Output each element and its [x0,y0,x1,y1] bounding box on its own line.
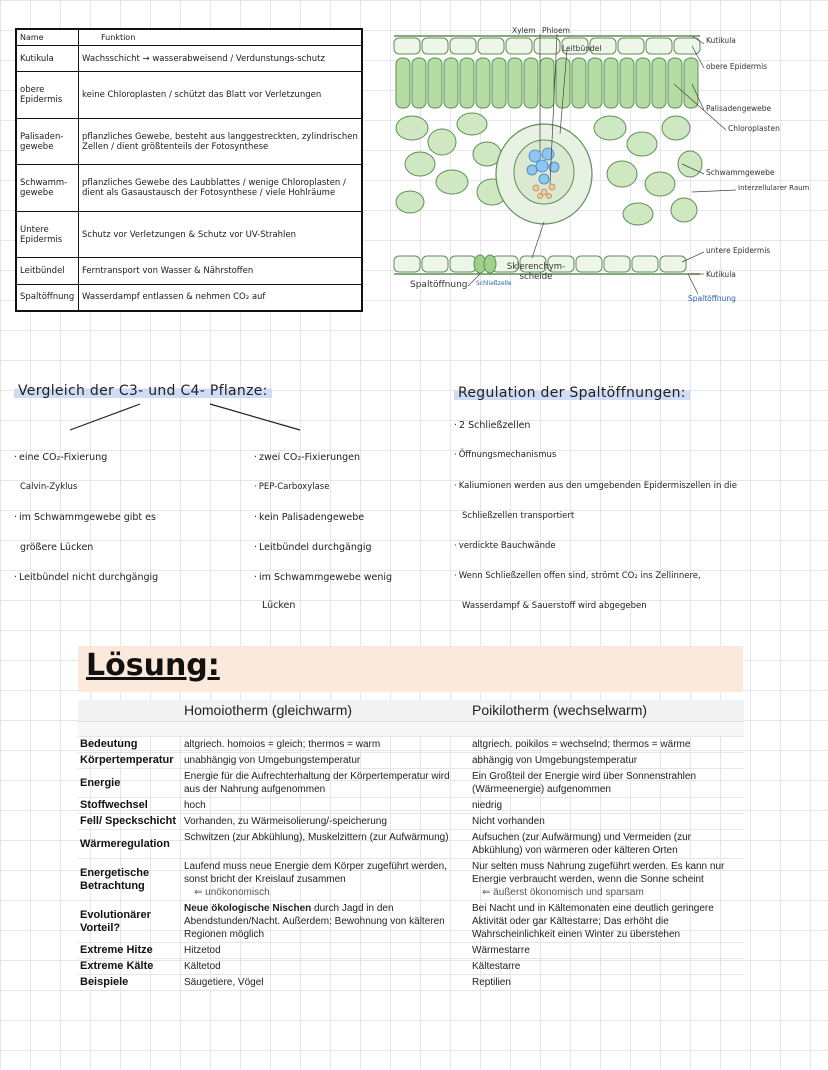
label-schwammgewebe: Schwammgewebe [706,168,775,177]
c3-item: Calvin-Zyklus [20,482,78,492]
table-row [17,258,362,284]
label-phloem: Phloem [542,26,570,35]
label-spaltoeffnung-left: Spaltöffnung [410,280,468,290]
cell-a: Hitzetod [182,943,470,959]
table-row [78,830,744,859]
label-schliesszelle: Schließzelle [476,280,512,287]
cell-b: abhängig von Umgebungstemperatur [470,753,744,769]
cell-b: Ein Großteil der Energie wird über Sonnenstrahlen (Wärmeenergie) aufgenommen [470,769,744,798]
table-row [78,901,744,943]
cell-a-note: ⇐ unökonomisch [194,887,270,898]
c3-item: · im Schwammgewebe gibt es [14,512,156,523]
label-spaltoeffnung-right: Spaltöffnung [688,294,736,303]
regulation-item: · Öffnungsmechanismus [454,450,556,460]
label-kutikula-top: Kutikula [706,36,736,45]
row-function: Wasserdampf entlassen & nehmen CO₂ auf [79,284,362,310]
regulation-item: Schließzellen transportiert [462,511,575,521]
header-homoiotherm: Homoiotherm (gleichwarm) [182,700,470,722]
solution-title: Lösung: [86,648,220,683]
row-key: Stoffwechsel [78,798,182,814]
regulation-item: · Kaliumionen werden aus den umgebenden Epidermiszellen in die [454,481,737,491]
table-row [17,118,362,165]
c4-item: Lücken [262,600,296,611]
row-function: pflanzliches Gewebe, besteht aus langgestreckten, zylindrischen Zellen / dient größtenteils der Fotosynthese [79,118,362,165]
row-key: Extreme Hitze [78,943,182,959]
header-name: Name [17,30,79,46]
cell-b: Wärmestarre [470,943,744,959]
c4-item: · zwei CO₂-Fixierungen [254,452,360,463]
row-name: Spaltöffnung [17,284,79,310]
regulation-item: · verdickte Bauchwände [454,541,556,551]
table-row [78,859,744,901]
regulation-item: Wasserdampf & Sauerstoff wird abgegeben [462,601,647,611]
row-function: keine Chloroplasten / schützt das Blatt vor Verletzungen [79,72,362,119]
row-name: Schwamm-gewebe [17,165,79,212]
cell-a: Energie für die Aufrechterhaltung der Körpertemperatur wird aus der Nahrung aufgenommen [182,769,470,798]
row-key: Extreme Kälte [78,959,182,975]
regulation-heading: Regulation der Spaltöffnungen: [454,384,690,402]
cell-a: unabhängig von Umgebungstemperatur [182,753,470,769]
table-row [78,943,744,959]
label-interzellularer-raum: Interzellularer Raum [738,184,810,192]
row-key: Fell/ Speckschicht [78,814,182,830]
label-untere-epidermis: untere Epidermis [706,246,771,255]
c3-c4-heading: Vergleich der C3- und C4- Pflanze: [14,382,272,400]
cell-b: altgriech. poikilos = wechselnd; thermos = wärme [470,737,744,753]
cell-b [470,859,744,901]
row-function: Ferntransport von Wasser & Nährstoffen [79,258,362,284]
table-header-row [17,30,362,46]
cell-b-note: ⇐ äußerst ökonomisch und sparsam [482,887,644,898]
row-name: Untere Epidermis [17,211,79,258]
cell-a: Vorhanden, zu Wärmeisolierung/-speicherung [182,814,470,830]
row-key: Bedeutung [78,737,182,753]
table-row [17,72,362,119]
row-key: Körpertemperatur [78,753,182,769]
c4-item: · PEP-Carboxylase [254,482,329,492]
cell-b: Aufsuchen (zur Aufwärmung) und Vermeiden (zur Abkühlung) von wärmeren oder kälteren Orten [470,830,744,859]
c4-item: · kein Palisadengewebe [254,512,364,523]
row-function: Wachsschicht → wasserabweisend / Verdunstungs-schutz [79,46,362,72]
table-header-row [78,700,744,722]
upper-epidermis-cells [394,38,700,54]
table-row [17,165,362,212]
table-row [78,737,744,753]
c4-item: · im Schwammgewebe wenig [254,572,392,583]
header-poikilotherm: Poikilotherm (wechselwarm) [470,700,744,722]
table-row [17,211,362,258]
regulation-item: · 2 Schließzellen [454,420,530,431]
table-row [78,722,744,737]
cell-b-text: Nur selten muss Nahrung zugeführt werden. Es kann nur Energie verbraucht werden, wenn die Sonne scheint [472,861,725,885]
row-key: Wärmeregulation [78,830,182,859]
c3-item: · eine CO₂-Fixierung [14,452,107,463]
c4-item: · Leitbündel durchgängig [254,542,372,553]
label-sklerenchymscheide: Sklerenchym-scheide [506,262,566,282]
row-name: Palisaden-gewebe [17,118,79,165]
leaf-cross-section-diagram [392,24,826,314]
palisade-cells [396,58,698,108]
label-palisadengewebe: Palisadengewebe [706,104,772,113]
cell-a: Schwitzen (zur Abkühlung), Muskelzittern (zur Aufwärmung) [182,830,470,859]
table-row [78,959,744,975]
row-name: obere Epidermis [17,72,79,119]
cell-b: Nicht vorhanden [470,814,744,830]
row-key: Energie [78,769,182,798]
cell-a: hoch [182,798,470,814]
vascular-bundle [496,124,592,224]
leaf-structure-table [15,28,363,312]
header-empty [78,700,182,722]
c3-item: · Leitbündel nicht durchgängig [14,572,158,583]
label-kutikula-bottom: Kutikula [706,270,736,279]
table-row [78,753,744,769]
row-name: Kutikula [17,46,79,72]
row-key: Beispiele [78,975,182,991]
cell-a [182,859,470,901]
regulation-item: · Wenn Schließzellen offen sind, strömt CO₂ ins Zellinnere, [454,571,701,581]
label-xylem: Xylem [512,26,536,35]
cell-a [182,901,470,943]
table-row [78,769,744,798]
label-obere-epidermis: obere Epidermis [706,62,768,71]
cell-a-text: durch Jagd in den Abendstunden/Nacht. Außerdem: Bewohnung von kälteren Regionen möglich [184,903,445,940]
cell-a-text: Laufend muss neue Energie dem Körper zugeführt werden, sonst bricht der Kreislauf zusammen [184,861,447,885]
guard-cells [474,255,496,273]
row-function: pflanzliches Gewebe des Laubblattes / wenige Chloroplasten / dient als Gasaustausch der Fotosynthese / viele Hohlräume [79,165,362,212]
label-leitbuendel: Leitbündel [562,44,602,53]
cell-a: Säugetiere, Vögel [182,975,470,991]
thermo-comparison-table [78,700,744,991]
cell-b: Reptilien [470,975,744,991]
table-row [17,284,362,310]
table-row [78,975,744,991]
table-row [78,798,744,814]
cell-b: Bei Nacht und in Kältemonaten eine deutlich geringere Aktivität oder gar Kältestarre; Das erhöht die Wahrscheinlichkeit einen Winter zu überstehen [470,901,744,943]
row-name: Leitbündel [17,258,79,284]
cell-b: Kältestarre [470,959,744,975]
branch-lines [40,402,320,432]
c3-item: größere Lücken [20,542,94,553]
table-row [17,46,362,72]
cell-a: Kältetod [182,959,470,975]
cell-a: altgriech. homoios = gleich; thermos = warm [182,737,470,753]
table-row [78,814,744,830]
cell-b: niedrig [470,798,744,814]
row-function: Schutz vor Verletzungen & Schutz vor UV-Strahlen [79,211,362,258]
row-key: Energetische Betrachtung [78,859,182,901]
cell-a-bold: Neue ökologische Nischen [184,903,312,914]
label-chloroplasten: Chloroplasten [728,124,780,133]
header-function: Funktion [79,30,362,46]
row-key: Evolutionärer Vorteil? [78,901,182,943]
